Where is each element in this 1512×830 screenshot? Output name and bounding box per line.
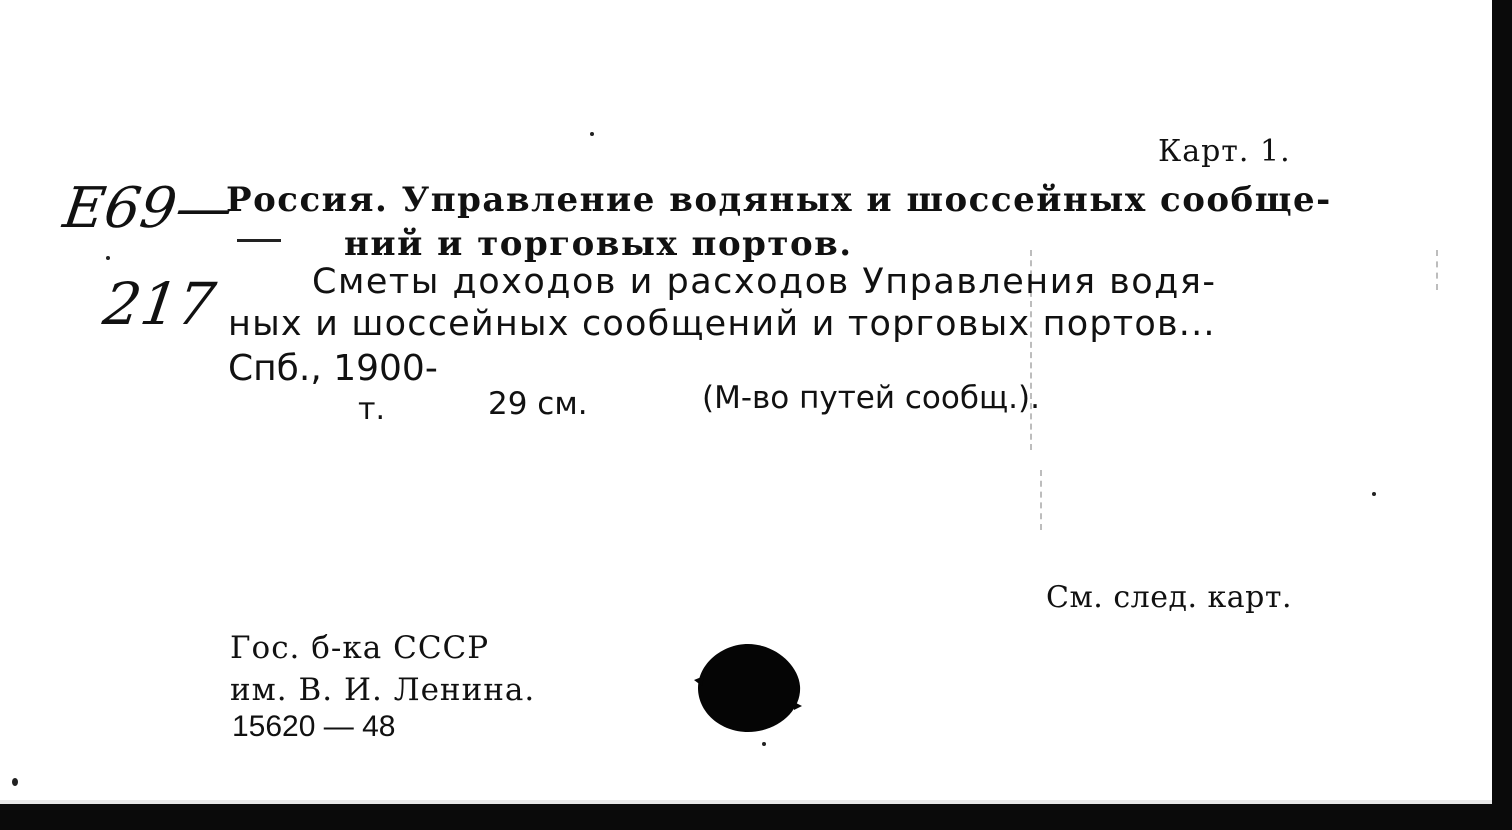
ink-speck: [762, 742, 766, 746]
ink-speck: [106, 256, 110, 260]
collation-volume: т.: [358, 392, 386, 427]
heading-line-1: Россия. Управление водяных и шоссейных сообще-: [226, 180, 1332, 220]
publisher-note: (М-во путей сообщ.).: [702, 380, 1040, 416]
imprint: Спб., 1900-: [228, 348, 438, 389]
card-number: Карт. 1.: [1158, 134, 1291, 169]
ink-speck: [1372, 492, 1376, 496]
library-stamp-line-2: им. В. И. Ленина.: [230, 672, 536, 708]
fold-guide: [1040, 470, 1042, 530]
heading-line-2: ний и торговых портов.: [344, 224, 853, 264]
see-next-card: См. след. карт.: [1046, 580, 1292, 615]
scan-border-right: [1492, 0, 1512, 830]
handwritten-shelf-code: Е69—: [59, 176, 237, 241]
punch-hole: [694, 642, 802, 734]
title-line-1: Сметы доходов и расходов Управления водя-: [312, 262, 1217, 302]
title-line-2: ных и шоссейных сообщений и торговых портов...: [228, 304, 1216, 344]
fold-guide: [1436, 250, 1438, 290]
collation-size: 29 см.: [488, 386, 588, 422]
handwritten-shelf-number: 217: [99, 270, 220, 338]
library-stamp-line-1: Гос. б-ка СССР: [230, 630, 490, 666]
library-stamp-line-3: 15620 — 48: [232, 710, 396, 743]
ink-speck: [590, 132, 594, 136]
ink-speck: [12, 778, 18, 786]
handwritten-dash: [237, 239, 281, 242]
scan-border-bottom: [0, 804, 1512, 830]
